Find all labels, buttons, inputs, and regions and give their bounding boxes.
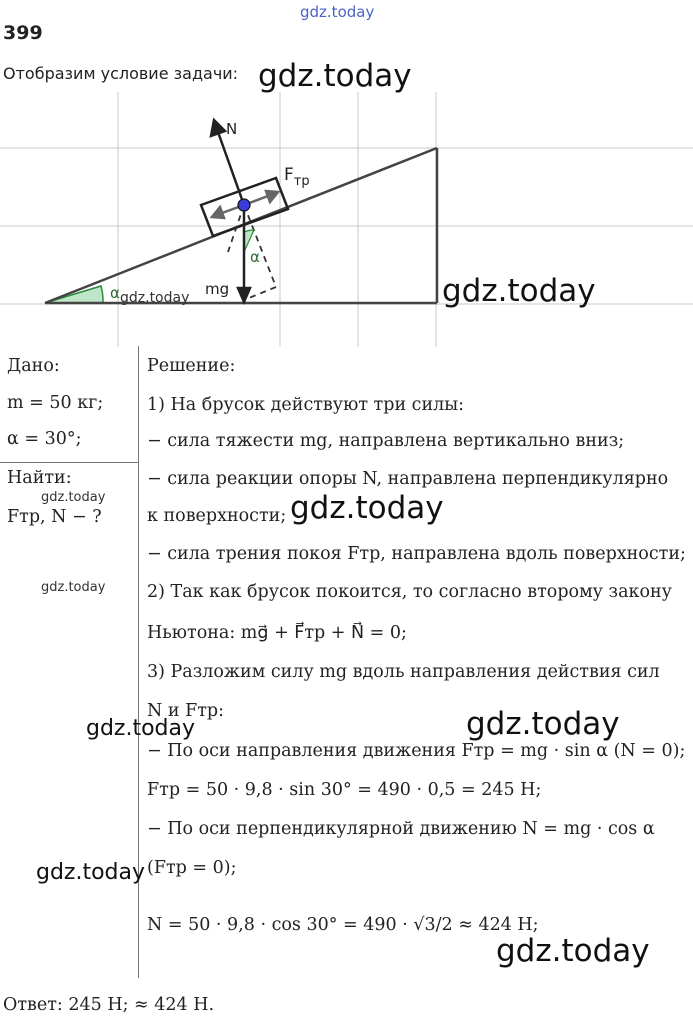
intro-text: Отобразим условие задачи: xyxy=(3,64,239,83)
solution-title: Решение: xyxy=(147,356,236,376)
watermark: gdz.today xyxy=(41,580,106,595)
given-title: Дано: xyxy=(7,356,60,376)
watermark: gdz.today xyxy=(466,706,620,742)
solution-line-7: Ньютона: mg⃗ + F⃗тр + N⃗ = 0; xyxy=(147,623,407,643)
watermark: gdz.today xyxy=(41,490,106,505)
gravity-arrowhead xyxy=(238,288,250,302)
label-alpha-base: α xyxy=(110,284,120,302)
find-values: Fтр, N − ? xyxy=(7,507,102,527)
solution-line-3: − сила реакции опоры N, направлена перпендикулярно xyxy=(147,469,669,489)
solution-line-12: − По оси перпендикулярной движению N = mg · cos α xyxy=(147,819,655,839)
given-divider xyxy=(0,462,138,463)
solution-line-11: Fтр = 50 · 9,8 · sin 30° = 490 · 0,5 = 245 Н; xyxy=(147,780,542,800)
solution-line-4: к поверхности; xyxy=(147,506,287,526)
solution-line-5: − сила трения покоя Fтр, направлена вдоль поверхности; xyxy=(147,544,686,564)
solution-line-10: − По оси направления движения Fтр = mg · sin α (N = 0); xyxy=(147,741,686,761)
solution-line-1: 1) На брусок действуют три силы: xyxy=(147,395,465,415)
watermark-figure-small: gdz.today xyxy=(120,290,190,306)
watermark: gdz.today xyxy=(290,490,444,526)
label-alpha-block: α xyxy=(250,248,260,266)
friction-arrowhead xyxy=(266,191,278,202)
solution-line-9: N и Fтр: xyxy=(147,701,225,721)
solution-line-6: 2) Так как брусок покоится, то согласно второму закону xyxy=(147,582,672,602)
answer-line: Ответ: 245 Н; ≈ 424 Н. xyxy=(3,995,215,1015)
watermark: gdz.today xyxy=(36,860,146,885)
label-gravity: mg xyxy=(205,280,230,298)
normal-force-arrowhead xyxy=(211,120,225,136)
find-title: Найти: xyxy=(7,468,72,488)
solution-line-13: (Fтр = 0); xyxy=(147,858,237,878)
label-friction-sub: тр xyxy=(293,174,310,189)
solution-line-8: 3) Разложим силу mg вдоль направления действия сил xyxy=(147,662,660,682)
watermark: gdz.today xyxy=(258,58,412,94)
problem-number: 399 xyxy=(3,22,43,44)
watermark: gdz.today xyxy=(442,273,596,309)
watermark: gdz.today xyxy=(496,933,650,969)
body-center-dot xyxy=(238,199,250,211)
given-mass: m = 50 кг; xyxy=(7,393,104,413)
friction-arrow-back-head xyxy=(212,207,224,218)
label-friction-main: F xyxy=(284,165,294,185)
solution-line-14: N = 50 · 9,8 · cos 30° = 490 · √3/2 ≈ 424 Н; xyxy=(147,915,539,935)
watermark-top: gdz.today xyxy=(300,3,375,21)
label-friction xyxy=(284,165,310,189)
watermark: gdz.today xyxy=(86,716,196,741)
solution-line-2: − сила тяжести mg, направлена вертикально вниз; xyxy=(147,431,625,451)
given-angle: α = 30°; xyxy=(7,429,82,449)
label-normal: N xyxy=(226,120,238,138)
